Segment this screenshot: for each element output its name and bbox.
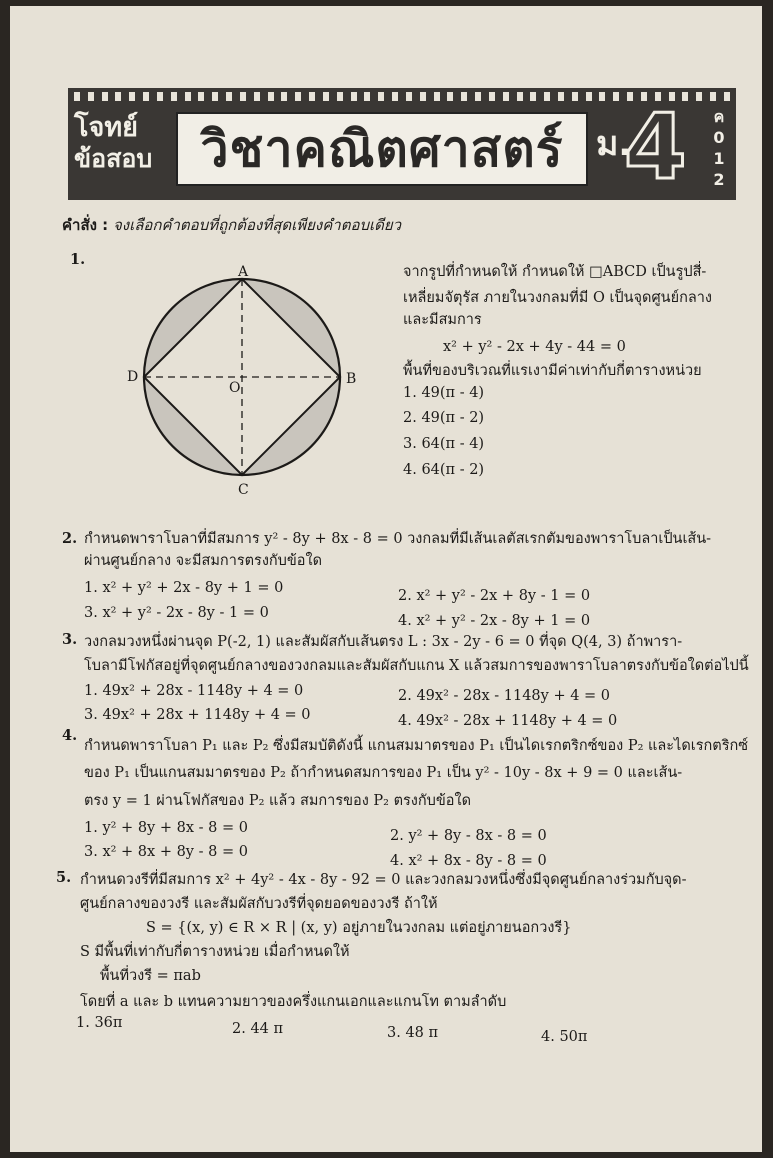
q1-line2: เหลี่ยมจัตุรัส ภายในวงกลมที่มี O เป็นจุดศูนย์กลาง <box>403 290 712 306</box>
q4-line1: กำหนดพาราโบลา P₁ และ P₂ ซึ่งมีสมบัติดังนี้ แกนสมมาตรของ P₁ เป็นไดเรกตริกซ์ของ P₂ และไดเรกตริกซ์ <box>84 738 749 754</box>
q5-choice-1: 1. 36π <box>76 1015 123 1031</box>
instruction-text: จงเลือกคำตอบที่ถูกต้องที่สุดเพียงคำตอบเดียว <box>112 216 402 234</box>
q1-number: 1. <box>70 251 86 268</box>
label-d: D <box>127 369 139 385</box>
code-char: ค <box>713 107 725 126</box>
subject-title: วิชาคณิตศาสตร์ <box>200 119 564 178</box>
q5-set: S = {(x, y) ∈ R × R | (x, y) อยู่ภายในวงกลม แต่อยู่ภายนอกวงรี} <box>146 920 572 936</box>
q3-choice-4: 4. 49x² - 28x + 1148y + 4 = 0 <box>398 713 618 729</box>
q5-line5: โดยที่ a และ b แทนความยาวของครึ่งแกนเอกและแกนโท ตามลำดับ <box>80 994 507 1010</box>
q2-choice-1: 1. x² + y² + 2x - 8y + 1 = 0 <box>84 580 284 596</box>
banner-left-text <box>74 112 174 174</box>
q3-choice-3: 3. 49x² + 28x + 1148y + 4 = 0 <box>84 707 311 723</box>
q2-choice-2: 2. x² + y² - 2x + 8y - 1 = 0 <box>398 588 591 604</box>
q5-line1: กำหนดวงรีที่มีสมการ x² + 4y² - 4x - 8y - 92 = 0 และวงกลมวงหนึ่งซึ่งมีจุดศูนย์กลางร่วมกับจุด- <box>80 872 687 888</box>
q1-equation: x² + y² - 2x + 4y - 44 = 0 <box>443 339 626 355</box>
q1-line3: และมีสมการ <box>403 312 482 328</box>
banner-left-line2: ข้อสอบ <box>74 144 153 173</box>
q2-choice-3: 3. x² + y² - 2x - 8y - 1 = 0 <box>84 605 269 621</box>
page <box>10 6 762 1152</box>
q5-line2: ศูนย์กลางของวงรี และสัมผัสกับวงรีที่จุดยอดของวงรี ถ้าให้ <box>80 896 438 912</box>
q4-number: 4. <box>62 727 78 744</box>
q3-choice-1: 1. 49x² + 28x - 1148y + 4 = 0 <box>84 683 304 699</box>
label-o: O <box>229 380 241 396</box>
label-c: C <box>238 482 249 498</box>
code-char: 0 <box>713 128 725 147</box>
grade-number: 4 <box>624 95 687 200</box>
q2-choice-4: 4. x² + y² - 2x - 8y + 1 = 0 <box>398 613 591 629</box>
code-char: 1 <box>713 149 725 168</box>
header-banner <box>68 88 736 200</box>
q2-line1: กำหนดพาราโบลาที่มีสมการ y² - 8y + 8x - 8 = 0 วงกลมที่มีเส้นเลตัสเรกตัมของพาราโบลาเป็นเส้น- <box>84 531 712 547</box>
label-a: A <box>238 264 249 280</box>
q2-number: 2. <box>62 530 78 547</box>
q1-choice: 4. 64(π - 2) <box>403 462 485 478</box>
q3-line2: โบลามีโฟกัสอยู่ที่จุดศูนย์กลางของวงกลมและสัมผัสกับแกน X แล้วสมการของพาราโบลาตรงกับข้อใดต่อไปนี้ <box>84 658 749 674</box>
subject-box <box>176 112 588 186</box>
q5-choice-4: 4. 50π <box>541 1029 588 1045</box>
q3-line1: วงกลมวงหนึ่งผ่านจุด P(-2, 1) และสัมผัสกับเส้นตรง L : 3x - 2y - 6 = 0 ที่จุด Q(4, 3) ถ้าพารา- <box>84 634 683 650</box>
q4-choice-3: 3. x² + 8x + 8y - 8 = 0 <box>84 844 248 860</box>
banner-left-line1: โจทย์ <box>74 112 138 143</box>
q5-line4: พื้นที่วงรี = πab <box>100 968 201 984</box>
q4-choice-2: 2. y² + 8y - 8x - 8 = 0 <box>390 828 547 844</box>
instruction-label: คำสั่ง : <box>62 216 109 234</box>
q5-line3: S มีพื้นที่เท่ากับกี่ตารางหน่วย เมื่อกำหนดให้ <box>80 944 350 960</box>
q3-choice-2: 2. 49x² - 28x - 1148y + 4 = 0 <box>398 688 611 704</box>
q1-choice: 2. 49(π - 2) <box>403 410 485 426</box>
q5-choice-3: 3. 48 π <box>387 1025 439 1041</box>
q4-line2: ของ P₁ เป็นแกนสมมาตรของ P₂ ถ้ากำหนดสมการของ P₁ เป็น y² - 10y - 8x + 9 = 0 และเส้น- <box>84 765 683 781</box>
q4-choice-1: 1. y² + 8y + 8x - 8 = 0 <box>84 820 248 836</box>
label-b: B <box>346 371 357 387</box>
code-char: 2 <box>713 170 725 189</box>
q4-line3: ตรง y = 1 ผ่านโฟกัสของ P₂ แล้ว สมการของ P₂ ตรงกับข้อใด <box>84 793 471 809</box>
q1-line1: จากรูปที่กำหนดให้ กำหนดให้ □ABCD เป็นรูปสี่- <box>403 264 707 280</box>
q1-figure <box>125 262 385 500</box>
banner-code <box>708 106 730 190</box>
q1-choice: 1. 49(π - 4) <box>403 385 485 401</box>
grade-label: ม. <box>596 124 632 164</box>
q3-number: 3. <box>62 631 78 648</box>
q2-line2: ผ่านศูนย์กลาง จะมีสมการตรงกับข้อใด <box>84 553 323 569</box>
instruction <box>62 215 401 235</box>
q5-number: 5. <box>56 869 72 886</box>
q1-line4: พื้นที่ของบริเวณที่แรเงามีค่าเท่ากับกี่ตารางหน่วย <box>403 363 702 379</box>
q1-choice: 3. 64(π - 4) <box>403 436 485 452</box>
q5-choice-2: 2. 44 π <box>232 1021 284 1037</box>
q4-choice-4: 4. x² + 8x - 8y - 8 = 0 <box>390 853 547 869</box>
